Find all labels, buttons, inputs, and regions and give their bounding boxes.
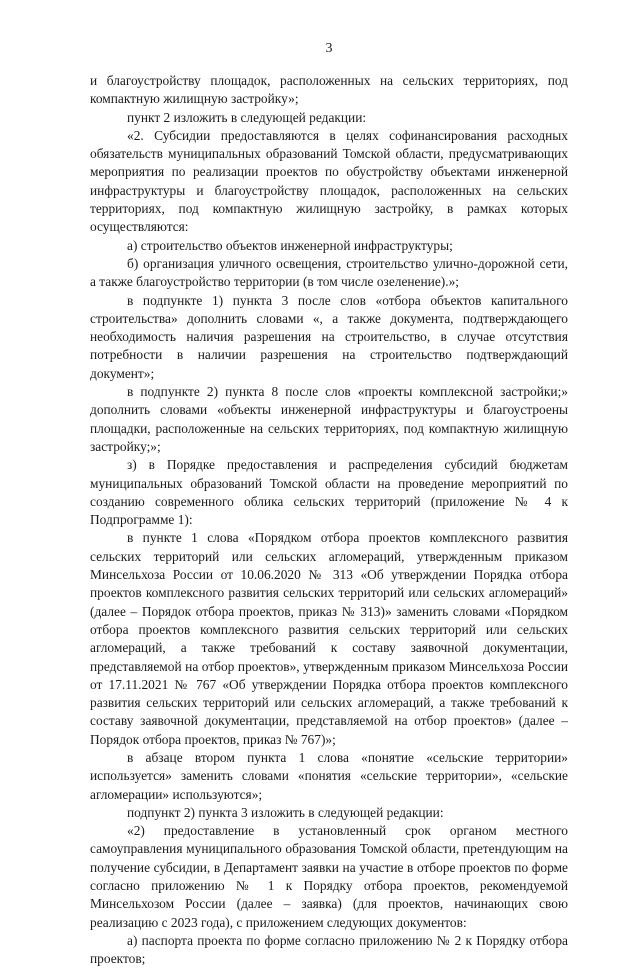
paragraph: в пункте 1 слова «Порядком отбора проектов комплексного развития сельских территорий или сельских агломераций, утвержденным приказом Минсельхоза России от 10.06.2020 № 313 «Об утверждении Порядка отбора проектов комплексного развития сельских территорий или сельских агломераций» (далее – Порядок отбора проектов, приказ № 313)» заменить словами «Порядком отбора проектов комплексного развития сельских территорий или сельских агломераций, а также требований к составу заявочной документации, представляемой на отбор проектов», утвержденным приказом Минсельхоза России от 17.11.2021 № 767 «Об утверждении Порядка отбора проектов комплексного развития сельских территорий или сельских агломераций, а также требований к составу заявочной документации, представляемой на отбор проектов» (далее – Порядок отбора проектов, приказ № 767)»; [90, 530, 568, 747]
paragraph: з) в Порядке предоставления и распределения субсидий бюджетам муниципальных образований Томской области на проведение мероприятий по созданию современного облика сельских территорий (приложение № 4 к Подпрограмме 1): [90, 457, 568, 528]
paragraph: в подпункте 1) пункта 3 после слов «отбора объектов капитального строительства» дополнить словами «, а также документа, подтверждающего необходимость наличия разрешения на строительство, в случае отсутствия потребности в наличии разрешения на строительство подтверждающий документ»; [90, 292, 568, 381]
paragraph: в подпункте 2) пункта 8 после слов «проекты комплексной застройки;» дополнить словами «объекты инженерной инфраструктуры и благоустроены площадки, расположенные на сельских территориях, под компактную жилищную застройку;»; [90, 384, 568, 454]
page-number: 3 [325, 41, 333, 56]
paragraph: в абзаце втором пункта 1 слова «понятие «сельские территории» используется» заменить словами «понятия «сельские территории», «сельские агломерации» используются»; [90, 749, 568, 802]
paragraph: б) организация уличного освещения, строительство улично-дорожной сети, а также благоустройство территории (в том числе озеленение).»; [90, 255, 568, 290]
paragraph: а) строительство объектов инженерной инфраструктуры; [127, 237, 453, 253]
paragraph: пункт 2 изложить в следующей редакции: [127, 109, 367, 125]
paragraph: подпункт 2) пункта 3 изложить в следующей редакции: [127, 804, 444, 820]
paragraph: а) паспорта проекта по форме согласно приложению № 2 к Порядку отбора проектов; [90, 932, 568, 967]
paragraph: и благоустройству площадок, расположенных на сельских территориях, под компактную жилищную застройку»; [90, 73, 568, 107]
paragraph: «2) предоставление в установленный срок органом местного самоуправления муниципального образования Томской области, претендующим на получение субсидии, в Департамент заявки на участие в отборе проектов по форме согласно приложению № 1 к Порядку отбора проектов, рекомендуемой Минсельхозом России (далее – заявка) (для проектов, начинающих свою реализацию с 2023 года), с приложением следующих документов: [90, 823, 568, 930]
document-body [90, 72, 568, 969]
paragraph: «2. Субсидии предоставляются в целях софинансирования расходных обязательств муниципальных образований Томской области, предусматривающих мероприятия по реализации проектов по обустройству объектами инженерной инфраструктуры и благоустройству площадок, расположенных на сельских территориях, под компактную жилищную застройку, в рамках которых осуществляются: [90, 127, 568, 235]
